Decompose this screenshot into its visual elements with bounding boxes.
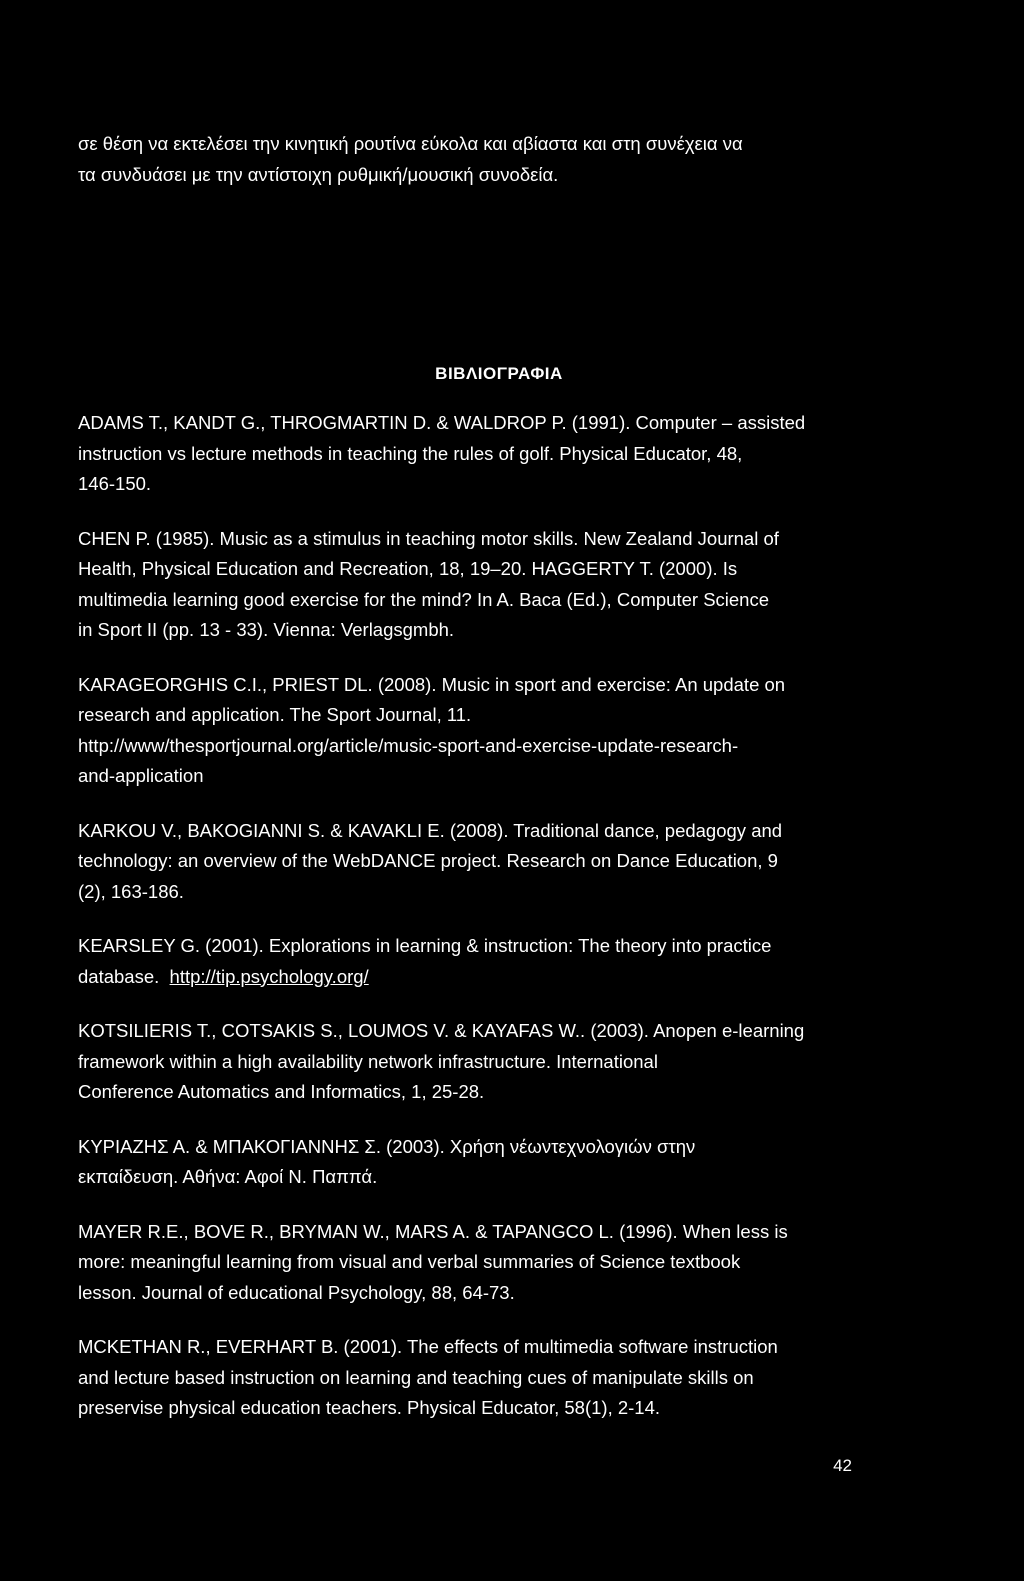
reference-line: more: meaningful learning from visual and verbal summaries of Science textbook bbox=[78, 1251, 741, 1272]
reference-line: instruction vs lecture methods in teaching the rules of golf. Physical Educator, 48, bbox=[78, 442, 743, 464]
page-content bbox=[78, 128, 858, 1418]
reference-line: (2), 163-186. bbox=[78, 880, 184, 902]
reference-line: MAYER R.E., BOVE R., BRYMAN W., MARS A. & TAPANGCO L. (1996). When less is bbox=[78, 1220, 788, 1242]
reference-url-line: http://www/thesportjournal.org/article/music-sport-and-exercise-update-research- bbox=[78, 734, 739, 756]
reference-line: MCKETHAN R., EVERHART B. (2001). The effects of multimedia software instruction bbox=[78, 1336, 778, 1357]
reference-line: KOTSILIERIS T., COTSAKIS S., LOUMOS V. & KAYAFAS W.. (2003). Anopen e-learning bbox=[78, 1020, 805, 1041]
reference-line: preservise physical education teachers. Physical Educator, 58(1), 2-14. bbox=[78, 1397, 661, 1418]
reference-line: KARAGEORGHIS C.I., PRIEST DL. (2008). Music in sport and exercise: An update on bbox=[78, 673, 786, 695]
intro-line: τα συνδυάσει με την αντίστοιχη ρυθμική/μουσική συνοδεία. bbox=[78, 164, 559, 185]
reference-line: Conference Automatics and Informatics, 1, 25-28. bbox=[78, 1081, 485, 1102]
reference-line: ΚΥΡΙΑΖΗΣ Α. & ΜΠΑΚΟΓΙΑΝΝΗΣ Σ. (2003). Χρήση νέωντεχνολογιών στην bbox=[78, 1135, 696, 1157]
reference-entry bbox=[78, 408, 868, 500]
bibliography-list bbox=[78, 408, 868, 1448]
reference-line: multimedia learning good exercise for the mind? In A. Baca (Ed.), Computer Science bbox=[78, 588, 770, 610]
reference-entry bbox=[78, 931, 868, 992]
reference-line: research and application. The Sport Journal, 11. bbox=[78, 704, 472, 725]
reference-line: and lecture based instruction on learning and teaching cues of manipulate skills on bbox=[78, 1366, 754, 1388]
reference-url-line: and-application bbox=[78, 765, 204, 786]
reference-entry bbox=[78, 1332, 868, 1424]
reference-line: CHEN P. (1985). Music as a stimulus in teaching motor skills. New Zealand Journal of bbox=[78, 527, 779, 549]
reference-line: technology: an overview of the WebDANCE project. Research on Dance Education, 9 bbox=[78, 850, 778, 871]
bibliography-heading: ΒΙΒΛΙΟΓΡΑΦΙΑ bbox=[435, 364, 563, 383]
reference-line: in Sport II (pp. 13 - 33). Vienna: Verlagsgmbh. bbox=[78, 619, 455, 640]
reference-entry bbox=[78, 524, 868, 646]
reference-line-text: database. bbox=[78, 965, 160, 987]
intro-line: σε θέση να εκτελέσει την κινητική ρουτίνα εύκολα και αβίαστα και στη συνέχεια να bbox=[78, 133, 743, 154]
reference-line: KARKOU V., BAKOGIANNI S. & KAVAKLI E. (2008). Traditional dance, pedagogy and bbox=[78, 819, 783, 841]
reference-line: KEARSLEY G. (2001). Explorations in learning & instruction: The theory into practice bbox=[78, 935, 772, 956]
reference-line: ADAMS T., KANDT G., THROGMARTIN D. & WALDROP P. (1991). Computer – assisted bbox=[78, 412, 806, 433]
intro-paragraph bbox=[78, 128, 858, 190]
reference-line: 146-150. bbox=[78, 473, 152, 494]
page-number: 42 bbox=[833, 1456, 852, 1475]
reference-line: lesson. Journal of educational Psychology, 88, 64-73. bbox=[78, 1281, 515, 1303]
reference-link[interactable]: http://tip.psychology.org/ bbox=[169, 965, 369, 987]
reference-line: Health, Physical Education and Recreation, 18, 19–20. HAGGERTY T. (2000). Is bbox=[78, 558, 738, 579]
reference-entry bbox=[78, 1217, 868, 1309]
reference-line: framework within a high availability network infrastructure. International bbox=[78, 1050, 658, 1072]
reference-entry bbox=[78, 670, 868, 792]
reference-line: εκπαίδευση. Αθήνα: Αφοί Ν. Παππά. bbox=[78, 1166, 378, 1187]
reference-entry bbox=[78, 816, 868, 908]
reference-line bbox=[78, 962, 868, 993]
reference-entry bbox=[78, 1132, 868, 1193]
reference-entry bbox=[78, 1016, 868, 1108]
